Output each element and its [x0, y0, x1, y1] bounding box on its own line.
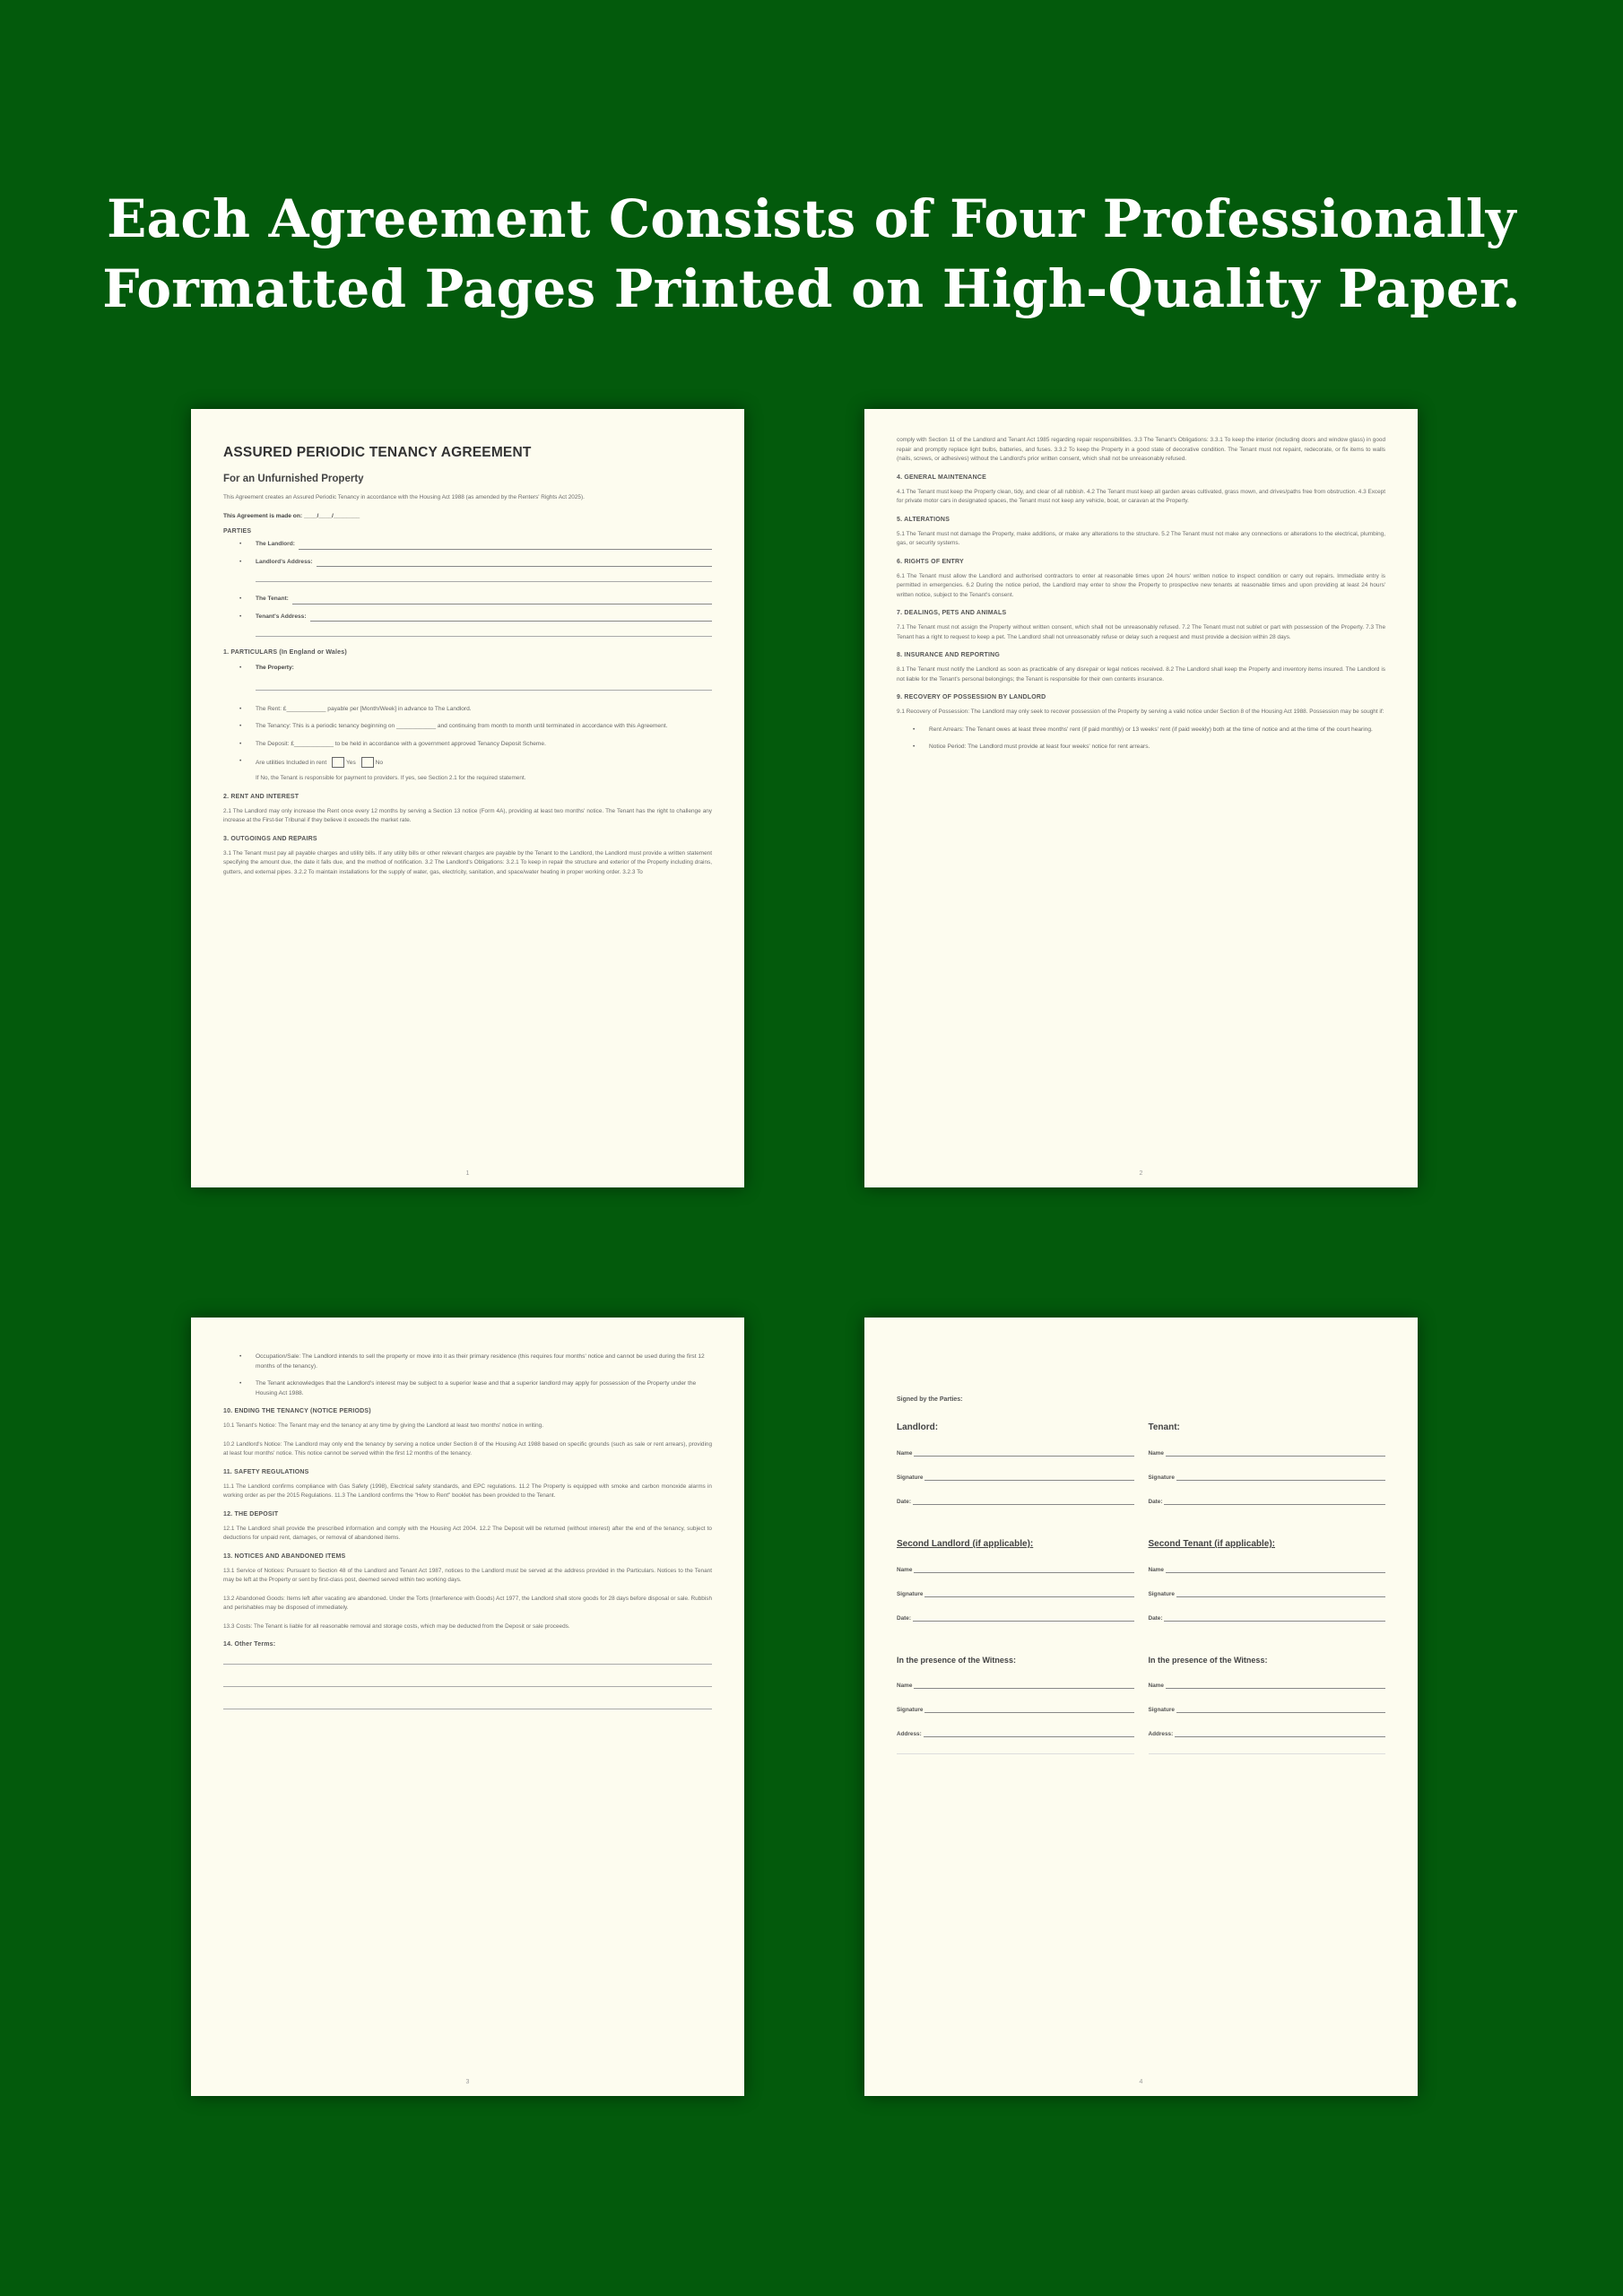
- occupation-sale-bullet: • Occupation/Sale: The Landlord intends to sell the property or move into it as their primary residence (this requires four months' notice and cannot be used during the first 12 months of the tenancy).: [223, 1352, 712, 1371]
- utilities-yes-checkbox[interactable]: [332, 757, 344, 768]
- section-13-2-text: 13.2 Abandoned Goods: Items left after vacating are abandoned. Under the Torts (Interference with Goods) Act 1977, the Landlord shall store goods for 28 days before disposal or sale. Rubbish and perishables may be disposed of immediately.: [223, 1595, 712, 1611]
- agreement-subtitle: For an Unfurnished Property: [223, 474, 364, 484]
- other-terms-line[interactable]: [223, 1686, 712, 1687]
- witness-left-signature-field[interactable]: Signature: [897, 1707, 1134, 1713]
- section-3-text: 3.1 The Tenant must pay all payable charges and utility bills. If any utility bills or other relevant charges are payable by the Tenant to the Landlord, the Landlord must provide a written statement specifying the amount due, the date it falls due, and the method of notification. 3.2 The Landlord's Obligations: 3.2.1 To keep in repair the structure and exterior of the Property including drains, gutters, and external pipes. 3.2.2 To maintain installations for the supply of water, gas, electricity, sanitation, and space/water heating in proper working order. 3.2.3 To: [223, 849, 712, 875]
- tenancy-field: • The Tenancy: This is a periodic tenancy beginning on ____________ and continuing from month to month until terminated in accordance with this Agreement.: [223, 722, 712, 732]
- utilities-no-checkbox[interactable]: [361, 757, 374, 768]
- second-landlord-signature-field[interactable]: Signature: [897, 1591, 1134, 1597]
- signature-block-primary: [897, 1403, 1385, 1505]
- section-8-heading: 8. INSURANCE AND REPORTING: [897, 652, 1001, 658]
- tenant-date-field[interactable]: Date:: [1149, 1499, 1386, 1505]
- second-landlord-heading: Second Landlord (if applicable):: [897, 1539, 1034, 1549]
- landlord-label: • The Landlord:: [256, 541, 295, 547]
- rent-arrears-bullet: • Rent Arrears: The Tenant owes at least three months' rent (if paid monthly) or 13 weeks' rent (if paid weekly) both at the time of notice and at the time of the court hearing.: [897, 726, 1385, 735]
- second-tenant-date-field[interactable]: Date:: [1149, 1615, 1386, 1622]
- section-13-1-text: 13.1 Service of Notices: Pursuant to Section 48 of the Landlord and Tenant Act 1987, notices to the Landlord must be served at the address provided in the Particulars. Notices to the Tenant may be left at the Property or sent by first-class post, deemed served within two working days.: [223, 1567, 712, 1583]
- signed-by-heading: Signed by the Parties:: [897, 1396, 963, 1403]
- section-10-1-text: 10.1 Tenant's Notice: The Tenant may end the tenancy at any time by giving the Landlord at least two months' notice in writing.: [223, 1422, 543, 1429]
- signature-block-secondary: [897, 1505, 1385, 1622]
- second-landlord-date-field[interactable]: Date:: [897, 1615, 1134, 1622]
- section-9-text: 9.1 Recovery of Possession: The Landlord may only seek to recover possession of the Property by serving a valid notice under Section 8 of the Housing Act 1988. Possession may be sought if:: [897, 709, 1384, 715]
- page-number: 4: [1139, 2079, 1143, 2085]
- headline-line-2: Formatted Pages Printed on High-Quality Paper.: [102, 258, 1521, 319]
- section-5-heading: 5. ALTERATIONS: [897, 516, 950, 523]
- section-3-heading: 3. OUTGOINGS AND REPAIRS: [223, 835, 317, 842]
- section-7-heading: 7. DEALINGS, PETS AND ANIMALS: [897, 610, 1007, 616]
- utilities-field: • Are utilities Included in rent Yes No: [223, 757, 712, 768]
- parties-heading: PARTIES: [223, 528, 252, 535]
- headline-line-1: Each Agreement Consists of Four Professionally: [107, 188, 1516, 249]
- landlord-address-field: [223, 558, 712, 583]
- tenant-address-label: • Tenant's Address:: [256, 613, 307, 620]
- witness-left-name-field[interactable]: Name: [897, 1683, 1134, 1689]
- page-number: 1: [465, 1170, 470, 1177]
- document-page-2: [864, 409, 1418, 1187]
- section-4-text: 4.1 The Tenant must keep the Property clean, tidy, and clear of all rubbish. 4.2 The Tenant must keep all garden areas cultivated, grass mown, and drives/paths free from obstruction. 4.3 Except for private motor cars in designated spaces, the Tenant must not keep any vehicle, boat, or caravan at the Property.: [897, 488, 1385, 504]
- intro-text: This Agreement creates an Assured Periodic Tenancy in accordance with the Housing Act 1988 (as amended by the Renters' Rights Act 2025).: [223, 494, 585, 500]
- witness-right-name-field[interactable]: Name: [1149, 1683, 1386, 1689]
- superior-lease-bullet: • The Tenant acknowledges that the Landlord's interest may be subject to a superior lease and that a superior landlord may apply for possession of the Property under the Housing Act 1988.: [223, 1379, 712, 1398]
- landlord-address-label: • Landlord's Address:: [256, 558, 313, 565]
- utilities-note: If No, the Tenant is responsible for payment to providers. If yes, see Section 2.1 for the required statement.: [256, 775, 526, 782]
- section-10-2-text: 10.2 Landlord's Notice: The Landlord may only end the tenancy by serving a notice under Section 8 of the Housing Act 1988 based on specific grounds (such as sale or rent arrears), providing at least four months' notice. This notice cannot be served within the first 12 months of the tenancy.: [223, 1440, 712, 1457]
- section-2-heading: 2. RENT AND INTEREST: [223, 793, 299, 800]
- landlord-field: [223, 540, 712, 550]
- section-11-heading: 11. SAFETY REGULATIONS: [223, 1468, 309, 1475]
- tenant-name-field[interactable]: Name: [1149, 1450, 1386, 1457]
- tenant-address-field: [223, 613, 712, 638]
- section-4-heading: 4. GENERAL MAINTENANCE: [897, 474, 986, 481]
- other-terms-line[interactable]: [223, 1664, 712, 1665]
- witness-left-address-field[interactable]: Address:: [897, 1731, 1134, 1737]
- second-landlord-name-field[interactable]: Name: [897, 1567, 1134, 1573]
- section-12-heading: 12. THE DEPOSIT: [223, 1510, 279, 1518]
- section-8-text: 8.1 The Tenant must notify the Landlord as soon as practicable of any disrepair or legal notices received. 8.2 The Landlord shall keep the Property and inventory items insured. The Landlord is not liable for the Tenant's personal belongings; the Tenant is responsible for their own contents insurance.: [897, 666, 1385, 683]
- section-1-heading: 1. PARTICULARS (In England or Wales): [223, 649, 347, 656]
- page-number: 3: [465, 2079, 470, 2085]
- section-13-heading: 13. NOTICES AND ABANDONED ITEMS: [223, 1552, 346, 1560]
- headline: [0, 184, 1623, 324]
- repairs-continued-text: comply with Section 11 of the Landlord and Tenant Act 1985 regarding repair responsibilities. 3.3 The Tenant's Obligations: 3.3.1 To keep the interior (including doors and window glass) in good repair and promptly replace light bulbs, batteries, and fuses. 3.3.2 To keep the Property in a good state of decorative condition. The Tenant must not repaint, redecorate, or fix items to walls (nails, screws, or adhesives) without the Landlord's prior written consent, which shall not be unreasonably refused.: [897, 437, 1385, 462]
- section-9-heading: 9. RECOVERY OF POSSESSION BY LANDLORD: [897, 694, 1046, 700]
- signature-block-witness: [897, 1622, 1385, 1754]
- page-number: 2: [1139, 1170, 1143, 1177]
- witness-right-signature-field[interactable]: Signature: [1149, 1707, 1386, 1713]
- section-12-text: 12.1 The Landlord shall provide the prescribed information and comply with the Housing Act 2004. 12.2 The Deposit will be returned (without interest) after the end of the tenancy, subject to deductions for unpaid rent, damages, or removal of abandoned items.: [223, 1525, 712, 1541]
- witness-heading-left: In the presence of the Witness:: [897, 1656, 1016, 1665]
- landlord-name-field[interactable]: Name: [897, 1450, 1134, 1457]
- second-tenant-heading: Second Tenant (if applicable):: [1148, 1539, 1275, 1549]
- landlord-date-field[interactable]: Date:: [897, 1499, 1134, 1505]
- second-tenant-signature-field[interactable]: Signature: [1149, 1591, 1386, 1597]
- section-14-heading: 14. Other Terms:: [223, 1641, 276, 1648]
- notice-period-bullet: • Notice Period: The Landlord must provide at least four weeks' notice for rent arrears.: [897, 743, 1385, 752]
- tenant-heading: Tenant:: [1148, 1422, 1180, 1432]
- utilities-label: Are utilities Included in rent: [256, 759, 327, 766]
- section-13-3-text: 13.3 Costs: The Tenant is liable for all reasonable removal and storage costs, which may be deducted from the Deposit or sale proceeds.: [223, 1622, 570, 1630]
- tenant-field: [223, 595, 712, 604]
- section-5-text: 5.1 The Tenant must not damage the Property, make additions, or make any alterations to the structure. 5.2 The Tenant must not make any connections or alterations to the electrical, plumbing, gas, or security systems.: [897, 530, 1385, 546]
- made-on-line: This Agreement is made on: ____/____/________: [223, 512, 360, 519]
- tenant-label: • The Tenant:: [256, 596, 289, 602]
- second-tenant-name-field[interactable]: Name: [1149, 1567, 1386, 1573]
- section-11-text: 11.1 The Landlord confirms compliance with Gas Safety (1998), Electrical safety standards, and EPC regulations. 11.2 The Property is equipped with smoke and carbon monoxide alarms in working order as per the 2015 Regulations. 11.3 The Landlord confirms the "How to Rent" booklet has been provided to the Tenant.: [223, 1483, 712, 1499]
- rent-field: • The Rent: £____________ payable per [Month/Week] in advance to The Landlord.: [223, 705, 712, 715]
- tenant-signature-field[interactable]: Signature: [1149, 1474, 1386, 1481]
- document-page-3: [191, 1318, 744, 2096]
- property-field: • The Property:: [223, 664, 712, 691]
- witness-heading-right: In the presence of the Witness:: [1148, 1656, 1268, 1665]
- landlord-signature-field[interactable]: Signature: [897, 1474, 1134, 1481]
- section-7-text: 7.1 The Tenant must not assign the Property without written consent, which shall not be unreasonably refused. 7.2 The Tenant must not sublet or part with possession of the Property. 7.3 The Tenant has a right to request to keep a pet. The Landlord shall not unreasonably refuse or delay such a request and must provide a decision within 28 days.: [897, 624, 1385, 640]
- document-page-4: [864, 1318, 1418, 2096]
- deposit-field: • The Deposit: £____________ to be held in accordance with a government approved Tenancy Deposit Scheme.: [223, 740, 712, 750]
- agreement-title: ASSURED PERIODIC TENANCY AGREEMENT: [223, 445, 532, 460]
- landlord-heading: Landlord:: [897, 1422, 939, 1432]
- section-10-heading: 10. ENDING THE TENANCY (NOTICE PERIODS): [223, 1408, 371, 1414]
- section-6-heading: 6. RIGHTS OF ENTRY: [897, 558, 964, 565]
- witness-right-address-field[interactable]: Address:: [1149, 1731, 1386, 1737]
- section-2-text: 2.1 The Landlord may only increase the Rent once every 12 months by serving a Section 13 notice (Form 4A), providing at least two months' notice. The Tenant has the right to challenge any increase at the First-tier Tribunal if they believe it exceeds the market rate.: [223, 807, 712, 824]
- section-6-text: 6.1 The Tenant must allow the Landlord and authorised contractors to enter at reasonable times upon 24 hours' written notice to inspect condition or carry out repairs. Immediate entry is permitted in emergencies. 6.2 During the notice period, the Landlord may enter to show the Property to prospective new tenants at reasonable times and upon providing at least 24 hours' written notice, subject to the Tenant's consent.: [897, 572, 1385, 598]
- document-page-1: [191, 409, 744, 1187]
